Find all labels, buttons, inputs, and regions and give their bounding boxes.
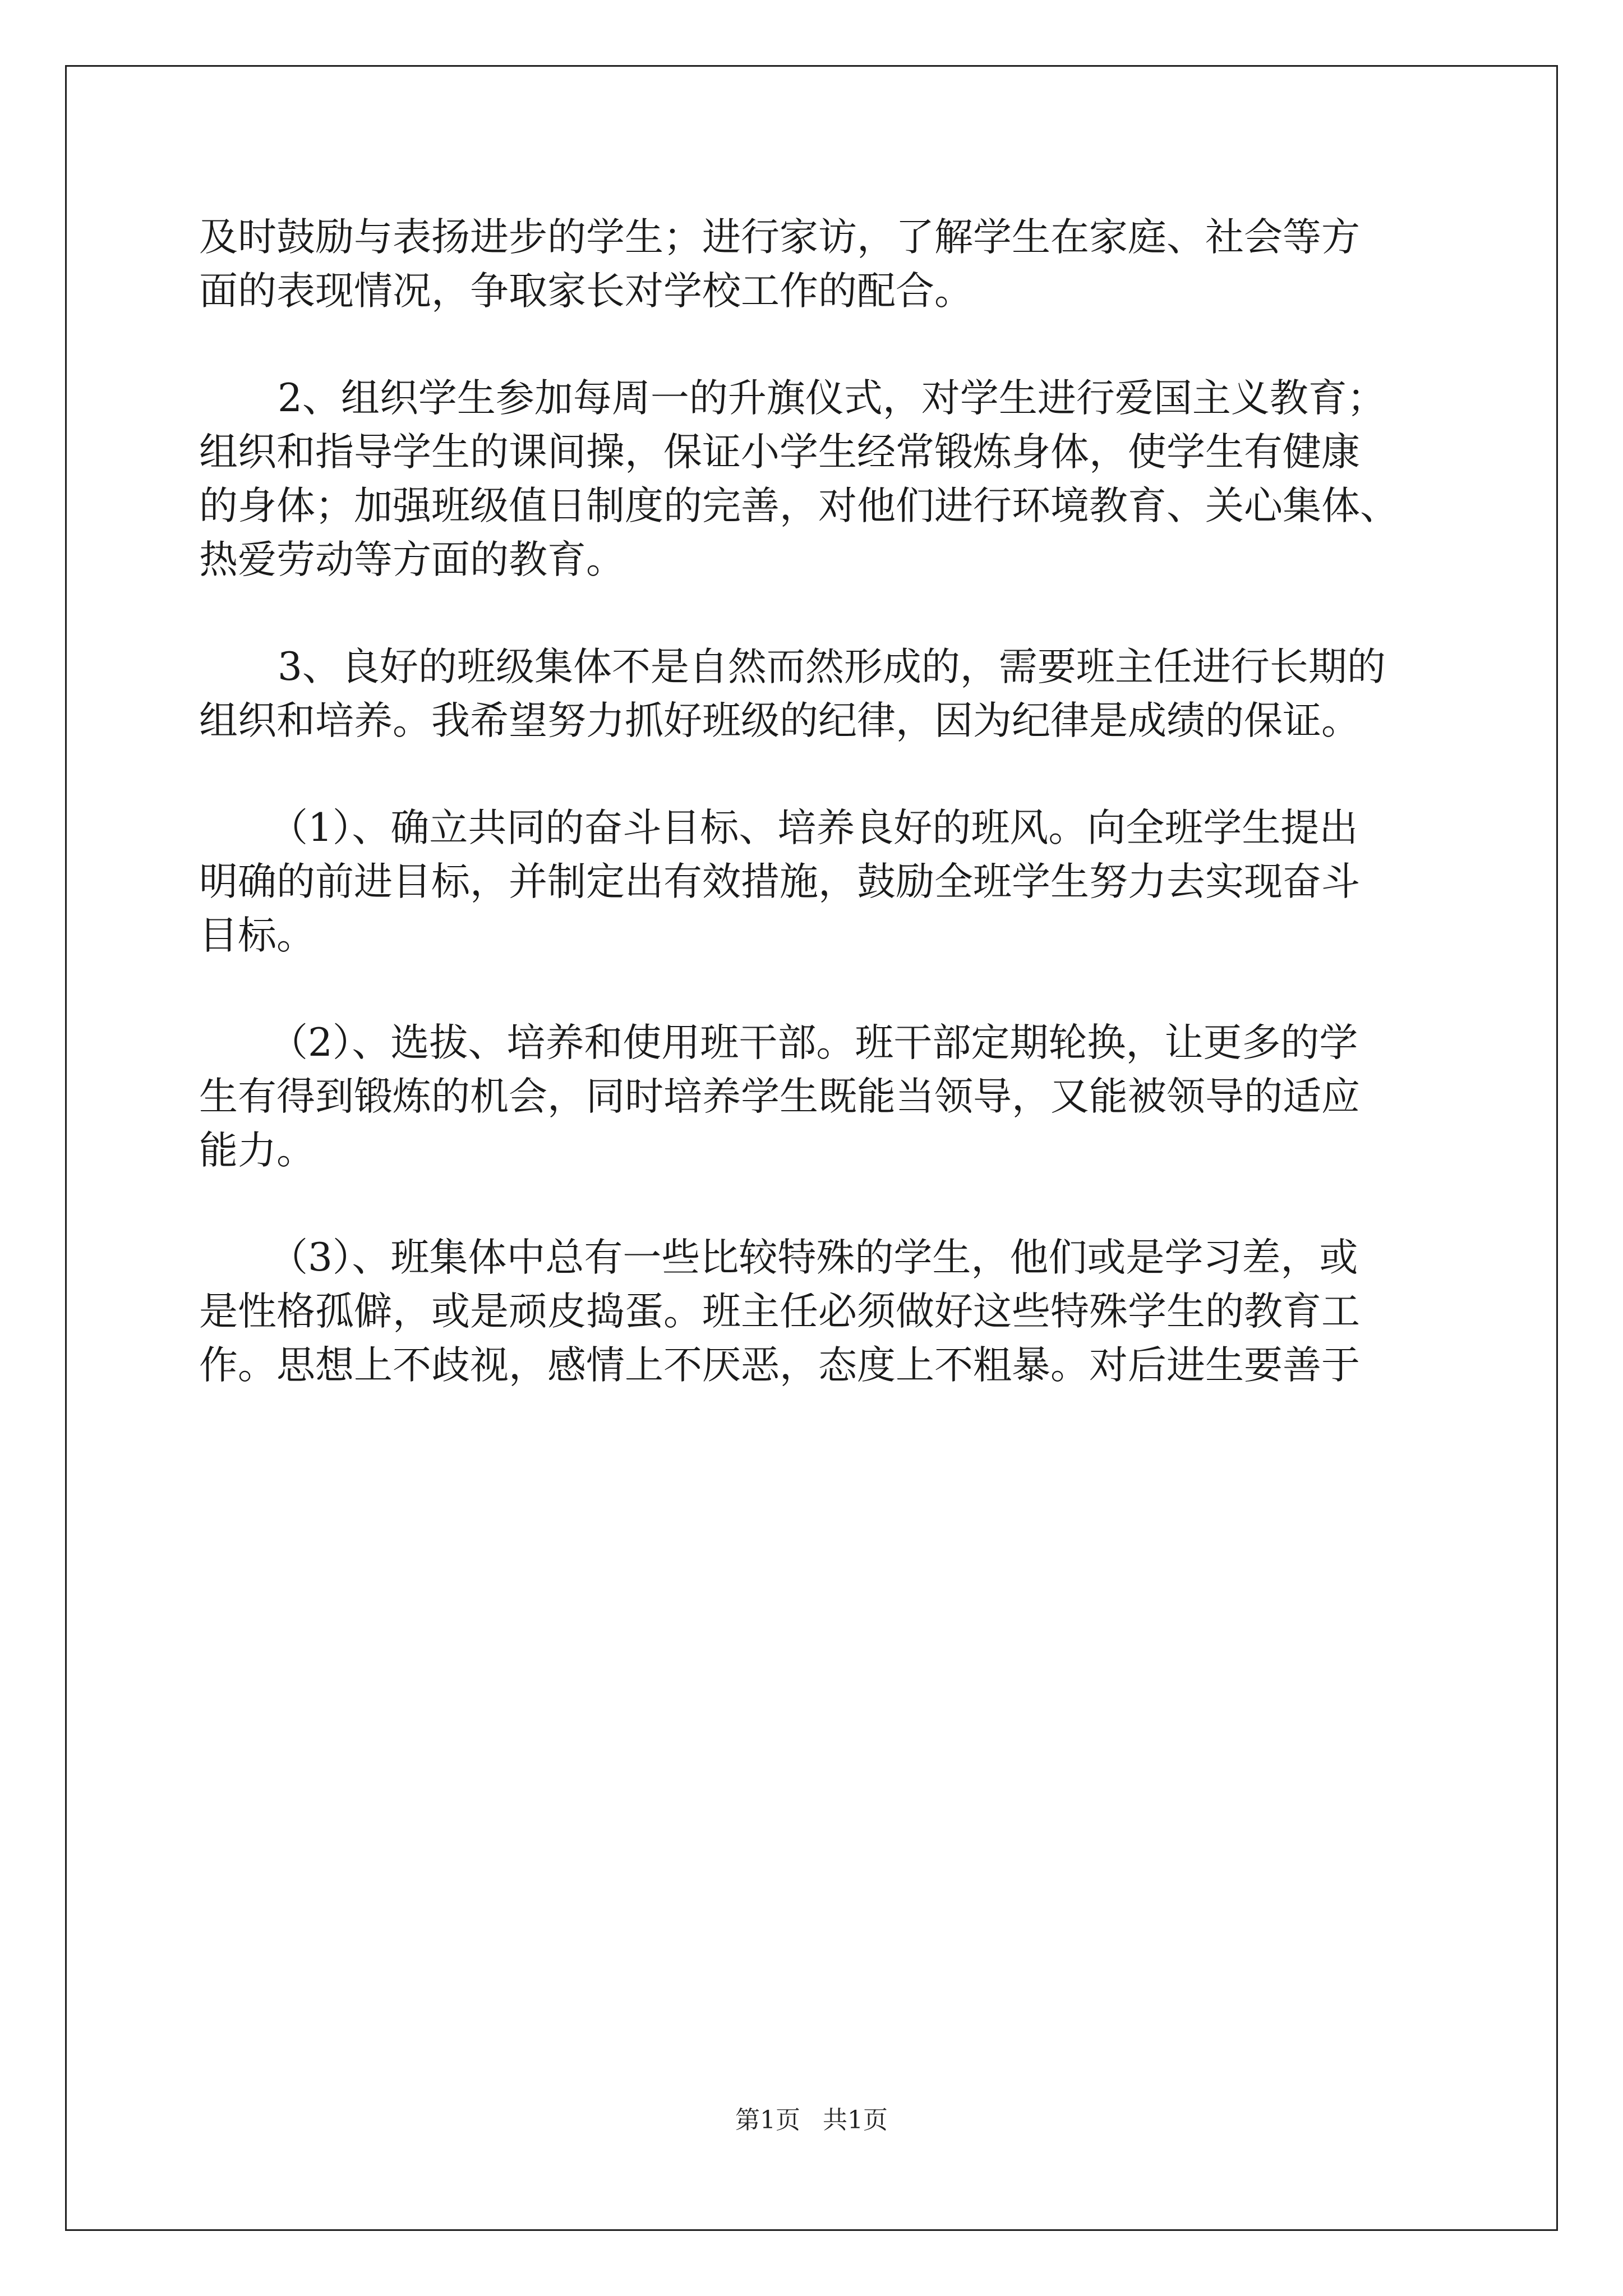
text-line: 作。思想上不歧视，感情上不厌恶，态度上不粗暴。对后进生要善于 — [199, 1343, 1360, 1388]
text-line: 明确的前进目标，并制定出有效措施，鼓励全班学生努力去实现奋斗 — [199, 859, 1360, 904]
subitem-2-start: （2）、选拔、培养和使用班干部。班干部定期轮换，让更多的学 — [269, 1020, 1358, 1065]
text-line: 面的表现情况，争取家长对学校工作的配合。 — [199, 269, 973, 314]
subitem-1-start: （1）、确立共同的奋斗目标、培养良好的班风。向全班学生提出 — [269, 806, 1358, 850]
text-line: 目标。 — [199, 913, 315, 958]
text-line: 的身体；加强班级值日制度的完善，对他们进行环境教育、关心集体、 — [199, 484, 1399, 528]
text-line: 组织和培养。我希望努力抓好班级的纪律，因为纪律是成绩的保证。 — [199, 698, 1360, 743]
text-line: 及时鼓励与表扬进步的学生；进行家访，了解学生在家庭、社会等方 — [199, 215, 1360, 260]
subitem-3-start: （3）、班集体中总有一些比较特殊的学生，他们或是学习差，或 — [269, 1235, 1358, 1280]
text-line: 生有得到锻炼的机会，同时培养学生既能当领导，又能被领导的适应 — [199, 1074, 1360, 1119]
text-line: 热爱劳动等方面的教育。 — [199, 537, 625, 582]
paragraph-2-start: 2、组织学生参加每周一的升旗仪式，对学生进行爱国主义教育； — [278, 376, 1386, 421]
text-line: 组织和指导学生的课间操，保证小学生经常锻炼身体，使学生有健康 — [199, 430, 1360, 475]
text-line: 是性格孤僻，或是顽皮捣蛋。班主任必须做好这些特殊学生的教育工 — [199, 1289, 1360, 1334]
paragraph-3-start: 3、良好的班级集体不是自然而然形成的，需要班主任进行长期的 — [278, 645, 1386, 689]
page-number-current: 第1页 — [735, 2106, 800, 2134]
page-footer — [0, 2104, 1623, 2137]
text-line: 能力。 — [199, 1128, 315, 1173]
page-number-total: 共1页 — [823, 2106, 888, 2134]
document-body — [199, 210, 1427, 1392]
